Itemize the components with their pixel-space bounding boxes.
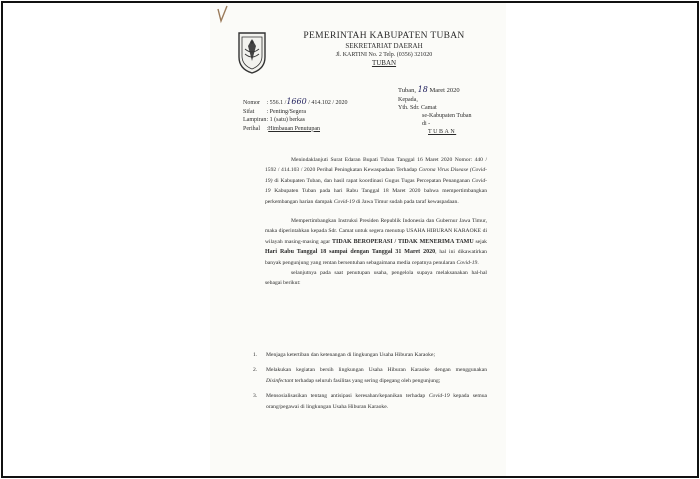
meta-row-perihal: Perihal :Himbauan Penutupan — [243, 125, 320, 132]
list-item: 3. Mensosialisasikan tentang antisipasi keresahan/kepanikan terhadap Covid-19 kepada semua orang/pegawai di lingkungan Usaha Hiburan Karaoke. — [253, 393, 487, 410]
recipient-block: Kepada, Yth. Sdr. Camat se-Kabupaten Tuban di - TUBAN — [398, 97, 472, 135]
meta-row-lampiran: Lampiran : 1 (satu) berkas — [243, 117, 305, 123]
list-item: 1. Menjaga ketertiban dan ketenangan di lingkungan Usaha Hiburan Karaoke; — [253, 352, 435, 358]
paragraph-3: selanjutnya pada saat penutupan usaha, pengelola supaya melaksanakan hal-hal sebagai berikut: — [265, 270, 487, 287]
letter-body — [265, 155, 487, 289]
meta-row-sifat: Sifat : Penting/Segera — [243, 108, 306, 115]
letterhead-government: PEMERINTAH KABUPATEN TUBAN — [303, 31, 465, 41]
handwritten-day: 18 — [417, 85, 428, 94]
instruction-list — [253, 350, 487, 417]
letterhead-secretariat: SEKRETARIAT DAERAH — [345, 42, 423, 50]
list-item: 2. Melakukan kegiatan bersih lingkungan Usaha Hiburan Karaoke dengan menggunakan Disinfectant terhadap seluruh fasilitas yang sering dipegang oleh pengunjung; — [253, 367, 487, 384]
regency-crest-logo — [235, 29, 269, 75]
paragraph-2: Mempertimbangkan Instruksi Presiden Republik Indonesia dan Gubernur Jawa Timur, maka diperintahkan kepada Sdr. Camat untuk segera menutup USAHA HIBURAN KARAOKE di wilayah masing-masing agar TIDAK BEROPERASI / TIDAK MENERIMA TAMU sejak Hari Rabu Tanggal 18 sampai dengan Tanggal 31 Maret 2020, hal ini dikawatirkan banyak pengunjung yang rentan bersentuhan sebagaimana media cepatnya penularan Covid-19. — [265, 218, 487, 266]
letter-metadata — [243, 98, 348, 133]
letterhead-city: TUBAN — [371, 59, 397, 67]
paragraph-1: Menindaklanjuti Surat Edaran Bupati Tuban Tanggal 16 Maret 2020 Nomor: 440 / 1592 / 414.103 / 2020 Perihal Peningkatan Kewaspadaan Terhadap Corona Virus Disease (Covid-19) di Kabupaten Tuban, dan hasil rapat koordinasi Gugus Tugas Percepatan Penanganan Covid-19 Kabupaten Tuban pada hari Rabu Tanggal 18 Maret 2020 bahwa mempertimbangkan perkembangan harian dampak Covid-19 di Jawa Timur sudah pada taraf kewaspadaan. — [265, 157, 488, 205]
checkmark-mark-icon — [216, 5, 228, 27]
letterhead-address: Jl. KARTINI No. 2 Telp. (0356) 321020 — [335, 52, 433, 58]
letter-date: Tuban, 18 Maret 2020 — [398, 85, 460, 94]
handwritten-number: 1660 — [286, 97, 307, 106]
meta-row-nomor: Nomor : 556.1 /1660 / 414.102 / 2020 — [243, 97, 348, 106]
letterhead — [273, 31, 495, 68]
image-frame — [1, 1, 699, 478]
